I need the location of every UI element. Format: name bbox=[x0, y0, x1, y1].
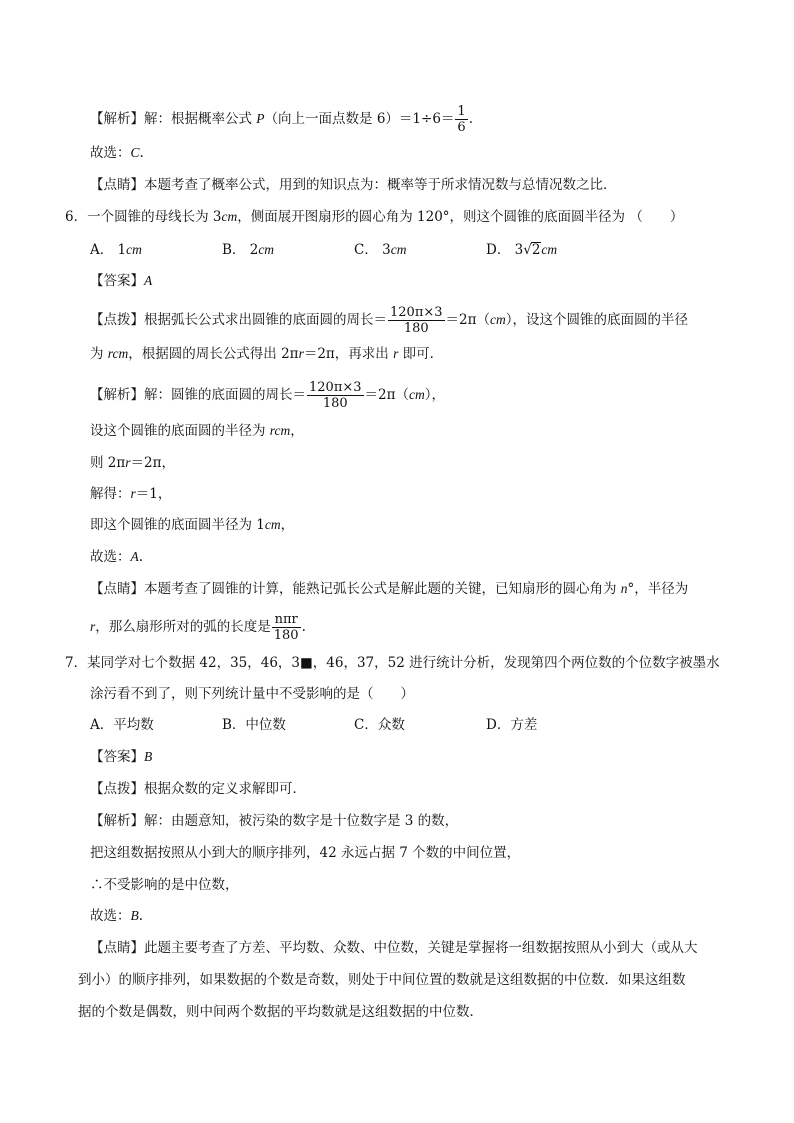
q6-hint-tag: 【点拨】 bbox=[90, 312, 144, 328]
q6-step-2: 则 2πr＝2π， bbox=[90, 455, 175, 471]
q7-answer-tag: 【答案】 bbox=[90, 749, 144, 765]
q5-choose-line: 故选：C. bbox=[90, 145, 144, 161]
q6-choose-line: 故选：A. bbox=[90, 549, 144, 565]
q7-analysis-line: 【解析】解：由题意知，被污染的数字是十位数字是 3 的数， bbox=[90, 813, 459, 829]
q7-hint-line: 【点拨】根据众数的定义求解即可． bbox=[90, 781, 306, 797]
q6-options bbox=[90, 240, 618, 260]
q5-analysis-line: 【解析】解：根据概率公式 P（向上一面点数是 6）＝1÷6＝ $\frac{1}{6}$ . bbox=[90, 104, 473, 135]
q7-step-2: ∴不受影响的是中位数， bbox=[90, 877, 239, 893]
q6-option-c: C． 3cm bbox=[354, 242, 407, 258]
q6-answer: A bbox=[144, 273, 153, 288]
q7-comment-line-3: 据的个数是偶数，则中间两个数据的平均数就是这组数据的中位数． bbox=[78, 1004, 483, 1020]
q7-stem: 7．某同学对七个数据 42，35，46，3■，46，37，52 进行统计分析，发现第四个两位数的个位数字被墨水 bbox=[65, 655, 720, 671]
q6-analysis-tag: 【解析】 bbox=[90, 387, 144, 403]
q7-option-d: D．方差 bbox=[486, 717, 538, 733]
q7-stem-2: 涂污看不到了，则下列统计量中不受影响的是（ ） bbox=[90, 686, 414, 702]
q7-analysis-tag: 【解析】 bbox=[90, 813, 144, 829]
q7-number: 7． bbox=[65, 655, 88, 671]
q6-analysis-fraction: $\frac{120\pi\times 3}{180}$ bbox=[309, 380, 362, 411]
q7-choose-line: 故选：B. bbox=[90, 908, 144, 924]
q7-hint-tag: 【点拨】 bbox=[90, 781, 144, 797]
q5-comment-line: 【点睛】本题考查了概率公式，用到的知识点为：概率等于所求情况数与总情况数之比． bbox=[90, 177, 617, 193]
q7-comment-line-2: 到小）的顺序排列，如果数据的个数是奇数，则处于中间位置的数就是这组数据的中位数．如果这组数 bbox=[78, 972, 686, 988]
q6-option-d: D． 3√2cm bbox=[486, 242, 558, 258]
q6-step-4: 即这个圆锥的底面圆半径为 1cm， bbox=[90, 517, 295, 533]
q6-number: 6． bbox=[65, 209, 88, 225]
q6-comment-tag: 【点睛】 bbox=[90, 581, 144, 597]
q7-answer: B bbox=[144, 749, 153, 764]
q6-comment-line: 【点睛】本题考查了圆锥的计算，能熟记弧长公式是解此题的关键，已知扇形的圆心角为 n°，半径为 bbox=[90, 581, 689, 597]
q6-step-1: 设这个圆锥的底面圆的半径为 rcm， bbox=[90, 423, 304, 439]
q7-option-b: B．中位数 bbox=[222, 717, 286, 733]
q5-comment-tag: 【点睛】 bbox=[90, 177, 144, 193]
q7-options bbox=[90, 715, 618, 735]
q6-comment-line-2: r，那么扇形所对的弧的长度是 $\frac{\text{nπr}}{180}$ . bbox=[90, 612, 306, 643]
q7-comment-line: 【点睛】此题主要考查了方差、平均数、众数、中位数，关键是掌握将一组数据按照从小到大（或从大 bbox=[90, 940, 698, 956]
q7-comment-tag: 【点睛】 bbox=[90, 940, 144, 956]
q5-analysis-tag: 【解析】 bbox=[90, 111, 144, 127]
q5-fraction: $\frac{1}{6}$ bbox=[457, 104, 466, 135]
q7-answer-line bbox=[90, 747, 152, 767]
q6-arc-fraction: $\frac{\text{nπr}}{180}$ bbox=[273, 612, 299, 643]
q6-option-a: A． 1cm bbox=[90, 242, 142, 258]
q6-step-3: 解得：r＝1， bbox=[90, 486, 172, 502]
q6-answer-tag: 【答案】 bbox=[90, 273, 144, 289]
q6-hint-fraction: $\frac{120\pi\times 3}{180}$ bbox=[390, 305, 443, 336]
q7-option-c: C．众数 bbox=[354, 717, 405, 733]
q6-answer-line bbox=[90, 271, 152, 291]
q7-option-a: A．平均数 bbox=[90, 717, 154, 733]
q6-hint-line: 【点拨】根据弧长公式求出圆锥的底面圆的周长＝ $\frac{120\pi\times 3}{180}$ ＝2π（cm），设这个圆锥的底面圆的半径 bbox=[90, 305, 688, 336]
q6-option-b: B． 2cm bbox=[222, 242, 275, 258]
q6-stem: 6．一个圆锥的母线长为 3cm，侧面展开图扇形的圆心角为 120°，则这个圆锥的底面圆半径为 （ ） bbox=[65, 209, 684, 225]
q6-hint-line-2: 为 rcm，根据圆的周长公式得出 2πr＝2π，再求出 r 即可． bbox=[90, 346, 444, 362]
q6-analysis-line: 【解析】解：圆锥的底面圆的周长＝ $\frac{120\pi\times 3}{180}$ ＝2π（cm）， bbox=[90, 380, 445, 411]
q7-step-1: 把这组数据按照从小到大的顺序排列，42 永远占据 7 个数的中间位置， bbox=[90, 845, 521, 861]
